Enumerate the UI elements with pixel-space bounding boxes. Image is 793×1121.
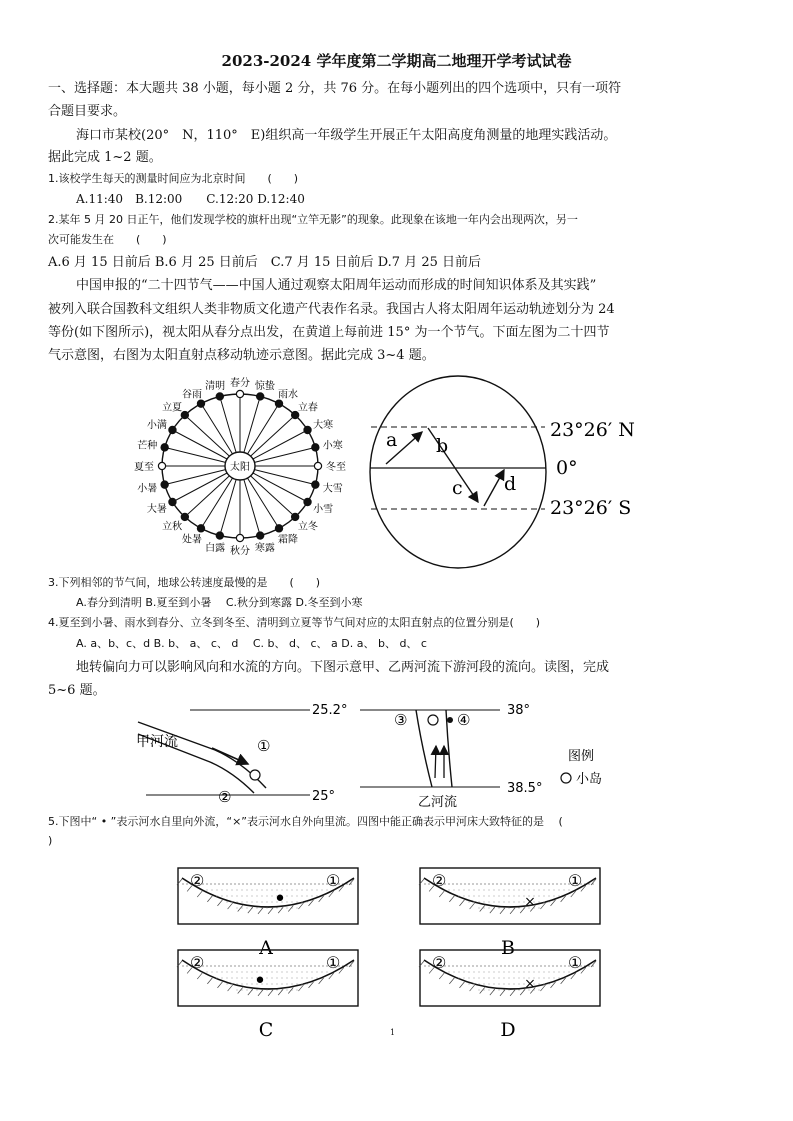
solar-term-spoke (254, 470, 315, 485)
solar-term-spoke (201, 404, 233, 454)
solar-term-spoke (253, 430, 308, 459)
river-diagram (130, 698, 650, 810)
bank-hatch (197, 891, 202, 897)
section-option-label: A (259, 937, 273, 956)
solar-term-label: 霜降 (278, 534, 298, 546)
bank-hatch (480, 987, 485, 993)
bank-hatch (490, 907, 495, 913)
intro2-line4: 气示意图，右图为太阳直射点移动轨迹示意图。据此完成 3~4 题。 (48, 348, 435, 363)
bank-hatch (248, 989, 253, 995)
river-a-label: 甲河流 (136, 734, 178, 750)
page-title: 2023-2024 学年度第二学期高二地理开学考试试卷 (221, 52, 572, 70)
river-a-lat-top: 25.2° (312, 703, 348, 718)
solar-term-label: 白露 (205, 543, 226, 555)
bank-hatch (207, 896, 212, 902)
solar-term-spoke (185, 415, 230, 456)
bank-hatch (238, 987, 243, 993)
bank-hatch (470, 985, 475, 991)
bank-hatch (278, 989, 283, 995)
bank-marker-right: ① (326, 953, 341, 972)
section-option-label: D (500, 1019, 516, 1038)
bank-marker-right: ① (568, 953, 583, 972)
path-arrow-d (484, 470, 504, 506)
solar-term-label: 大雪 (322, 483, 343, 495)
q3-stem: 3.下列相邻的节气间，地球公转速度最慢的是 ( ) (48, 576, 321, 589)
lat-north-label: 23°26′ N (550, 419, 635, 441)
solar-term-label: 秋分 (230, 546, 250, 557)
label-c: c (452, 477, 463, 499)
bank-hatch (228, 903, 233, 909)
label-b: b (436, 435, 449, 457)
solar-term-dot (236, 534, 243, 541)
solar-term-dot (312, 481, 319, 488)
solar-term-label: 芒种 (137, 440, 158, 452)
bank-hatch (258, 908, 263, 914)
solar-term-spoke (185, 476, 230, 517)
solar-term-dot (257, 532, 264, 539)
bank-hatch (459, 900, 464, 906)
solar-term-label: 小雪 (313, 504, 334, 515)
solar-term-dot (275, 400, 282, 407)
q2-options: A.6 月 15 日前后 B.6 月 25 日前后 C.7 月 15 日前后 D.7 月 25 日前后 (48, 255, 482, 270)
intro2-line1: 中国申报的“二十四节气——中国人通过观察太阳周年运动而形成的时间知识体系及其实践” (76, 278, 597, 293)
solar-term-label: 春分 (230, 378, 250, 389)
solar-term-dot (158, 462, 165, 469)
label-a: a (386, 429, 398, 451)
solar-term-dot (236, 390, 243, 397)
bank-hatch (268, 990, 273, 996)
solar-term-spoke (251, 476, 296, 517)
solar-term-label: 冬至 (326, 462, 346, 473)
solar-term-label: 立夏 (162, 402, 183, 414)
river-a-island (250, 770, 260, 780)
river-b-marker-4: ④ (457, 711, 471, 729)
sun-path-diagram (368, 372, 658, 577)
river-b-label: 乙河流 (418, 795, 458, 810)
flow-symbol: • (273, 887, 287, 912)
solar-term-label: 立秋 (162, 521, 183, 533)
flow-symbol: × (524, 894, 536, 910)
solar-term-spoke (220, 396, 236, 452)
q1-options: A.11:40 B.12:00 C.12:20 D.12:40 (76, 192, 305, 206)
solar-term-dot (304, 498, 311, 505)
river-a-flow-arrow (212, 748, 248, 764)
bank-hatch (449, 896, 454, 902)
cross-section-a (176, 866, 362, 956)
bank-hatch (228, 985, 233, 991)
solar-term-dot (257, 393, 264, 400)
solar-term-dot (292, 513, 299, 520)
solar-term-dot (275, 525, 282, 532)
solar-term-spoke (251, 415, 296, 456)
solar-term-spoke (201, 478, 233, 528)
solar-term-spoke (244, 396, 260, 452)
bank-hatch (500, 990, 505, 996)
bank-hatch (439, 973, 444, 979)
q1-stem: 1.该校学生每天的测量时间应为北京时间 ( ) (48, 172, 299, 185)
section-option-label: C (258, 1019, 274, 1038)
solar-term-dot (169, 498, 176, 505)
bank-marker-left: ② (432, 871, 447, 890)
solar-term-label: 谷雨 (182, 389, 202, 401)
bank-hatch (238, 905, 243, 911)
bank-hatch (480, 905, 485, 911)
solar-term-spoke (244, 480, 260, 536)
q2-stem-line2: 次可能发生在 ( ) (48, 233, 167, 246)
solar-term-label: 清明 (205, 380, 226, 392)
flow-symbol: × (524, 976, 536, 992)
solar-term-spoke (165, 470, 226, 485)
solar-term-label: 雨水 (278, 389, 298, 401)
solar-term-label: 处暑 (182, 534, 202, 546)
solar-term-dot (169, 426, 176, 433)
bank-hatch (510, 990, 515, 996)
legend-item: 小岛 (576, 772, 603, 787)
solar-term-dot (216, 393, 223, 400)
solar-terms-diagram (128, 360, 352, 574)
flow-symbol: • (253, 969, 267, 994)
lat-south-label: 23°26′ S (550, 497, 632, 519)
solar-term-label: 立冬 (297, 521, 318, 533)
river-a-marker-2: ② (218, 788, 232, 806)
solar-term-spoke (172, 430, 227, 459)
intro1-line2: 据此完成 1~2 题。 (48, 150, 162, 165)
bank-hatch (500, 908, 505, 914)
sun-label: 太阳 (230, 462, 250, 473)
cross-section-d (418, 948, 604, 1038)
cross-section-b (418, 866, 604, 956)
q5-stem-line2: ) (48, 834, 53, 847)
q4-options: A. a、b、c、d B. b、 a、 c、 d C. b、 d、 c、 a D. a、 b、 d、 c (76, 637, 427, 650)
bank-hatch (268, 908, 273, 914)
label-d: d (504, 473, 517, 495)
intro2-line2: 被列入联合国教科文组织人类非物质文化遗产代表作名录。我国古人将太阳周年运动轨迹划分为 24 (48, 302, 615, 317)
solar-term-dot (304, 426, 311, 433)
bank-hatch (217, 900, 222, 906)
solar-term-spoke (165, 447, 226, 462)
bank-hatch (470, 903, 475, 909)
river-b-marker-3: ③ (394, 711, 408, 729)
solar-term-label: 小暑 (137, 483, 158, 495)
river-a-lat-bottom: 25° (312, 789, 336, 804)
river-a-bank-upper (138, 722, 266, 788)
intro3-line2: 5~6 题。 (48, 683, 106, 698)
legend-title: 图例 (568, 749, 595, 764)
page-number: 1 (390, 1028, 396, 1037)
solar-term-dot (197, 525, 204, 532)
bank-hatch (288, 987, 293, 993)
solar-term-spoke (248, 478, 280, 528)
cross-section-c (176, 948, 362, 1038)
solar-term-dot (181, 513, 188, 520)
section-option-label: B (501, 937, 515, 956)
river-b-island (428, 715, 438, 725)
section-heading-line2: 合题目要求。 (48, 104, 127, 119)
intro2-line3: 等份(如下图所示)，视太阳从春分点出发，在黄道上每前进 15° 为一个节气。下面左图为二十四节 (48, 325, 610, 340)
bank-hatch (207, 978, 212, 984)
bank-hatch (510, 908, 515, 914)
bank-hatch (217, 982, 222, 988)
solar-term-dot (161, 481, 168, 488)
solar-term-label: 夏至 (134, 462, 154, 473)
river-b-point (447, 717, 453, 723)
solar-term-spoke (248, 404, 280, 454)
intro1-line1: 海口市某校(20° N，110° E)组织高一年级学生开展正午太阳高度角测量的地理实践活动。 (76, 128, 617, 143)
solar-term-label: 大寒 (313, 420, 334, 431)
lat-equator-label: 0° (556, 457, 578, 479)
solar-term-label: 立春 (297, 402, 318, 414)
q3-options: A.春分到清明 B.夏至到小暑 C.秋分到寒露 D.冬至到小寒 (76, 596, 363, 609)
q4-stem: 4.夏至到小暑、雨水到春分、立冬到冬至、清明到立夏等节气间对应的太阳直射点的位置分别是( ) (48, 616, 541, 629)
solar-term-dot (161, 444, 168, 451)
solar-term-dot (314, 462, 321, 469)
solar-term-dot (216, 532, 223, 539)
river-b-flow-arrow-1 (435, 746, 436, 778)
solar-term-label: 小满 (146, 420, 167, 431)
solar-term-label: 小寒 (322, 440, 343, 452)
river-b-lat-bottom: 38.5° (507, 781, 543, 796)
bank-marker-left: ② (190, 871, 205, 890)
bank-marker-right: ① (568, 871, 583, 890)
solar-term-spoke (220, 480, 236, 536)
section-heading-line1: 一、选择题：本大题共 38 小题，每小题 2 分，共 76 分。在每小题列出的四个选项中，只有一项符 (48, 81, 622, 96)
bank-hatch (248, 907, 253, 913)
river-a-marker-1: ① (257, 737, 271, 755)
bank-marker-right: ① (326, 871, 341, 890)
solar-term-label: 惊蛰 (254, 380, 275, 392)
q2-stem-line1: 2.某年 5 月 20 日正午，他们发现学校的旗杆出现“立竿无影”的现象。此现象在该地一年内会出现两次，另一 (48, 213, 578, 226)
solar-term-spoke (253, 473, 308, 502)
bank-hatch (490, 989, 495, 995)
legend-island-icon (561, 773, 571, 783)
bank-hatch (197, 973, 202, 979)
bank-marker-left: ② (190, 953, 205, 972)
solar-term-spoke (254, 447, 315, 462)
q5-stem-line1: 5.下图中“ • ”表示河水自里向外流，“×”表示河水自外向里流。四图中能正确表示甲河床大致特征的是 ( (48, 815, 563, 828)
solar-term-label: 寒露 (254, 543, 275, 555)
solar-term-dot (181, 411, 188, 418)
solar-term-label: 大暑 (146, 504, 167, 515)
bank-hatch (439, 891, 444, 897)
intro3-line1: 地转偏向力可以影响风向和水流的方向。下图示意甲、乙两河流下游河段的流向。读图，完成 (76, 660, 610, 675)
river-b-lat-top: 38° (507, 703, 531, 718)
solar-term-dot (197, 400, 204, 407)
bank-hatch (459, 982, 464, 988)
bank-hatch (449, 978, 454, 984)
solar-term-dot (312, 444, 319, 451)
bank-hatch (288, 905, 293, 911)
solar-term-spoke (172, 473, 227, 502)
bank-marker-left: ② (432, 953, 447, 972)
